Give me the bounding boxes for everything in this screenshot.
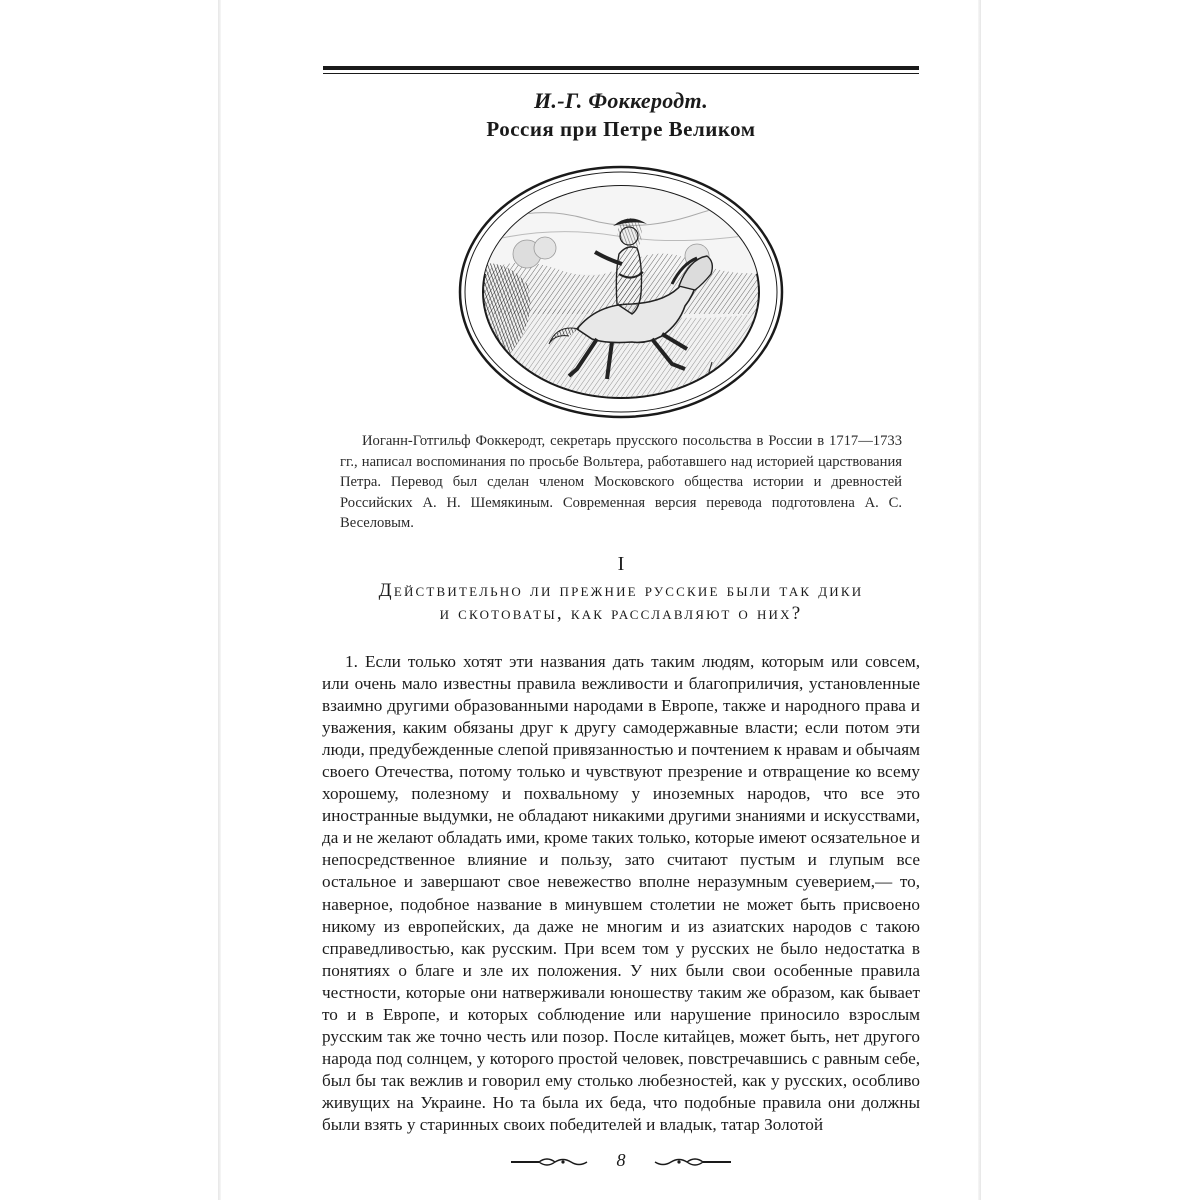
page-edge-right xyxy=(978,0,981,1200)
horseman-engraving xyxy=(457,164,785,420)
chapter-title-line-1: Действительно ли прежние русские были так дики xyxy=(378,580,864,601)
chapter-number: I xyxy=(617,553,625,575)
ornament-right-icon xyxy=(653,1154,733,1170)
body-text xyxy=(322,651,920,1136)
chapter-title xyxy=(323,579,919,625)
page-edge-left xyxy=(218,0,221,1200)
page-title: Россия при Петре Великом xyxy=(486,117,756,141)
top-rule xyxy=(323,66,919,74)
body-paragraph: 1. Если только хотят эти названия дать таким людям, которым или совсем, или очень мало известны правила вежливости и благоприличия, установленные взаимно другими образованными народами в Европе, также и народного права и уважения, каким обязаны друг к другу самодержавные власти; если потом эти люди, предубежденные слепой привязанностью и почтением к нравам и обычаям своего Отечества, потому только и чувствуют презрение и отвращение ко всему хорошему, полезному и похвальному у иноземных народов, что все это иностранные выдумки, не обладают никакими другими знаниями и искусствами, да и не желают обладать ими, кроме таких только, которые имеют осязательное и непосредственное влияние и пользу, зато считают пустым и глупым все остальное и завершают свое невежество вполне неразумным суеверием,— то, наверное, подобное название в минувшем столетии не может быть присвоено никому из европейских, да даже не многим и из азиатских народов с такою справедливостью, как русским. При всем том у русских не было недостатка в понятиях о благе и зле их положения. У них были свои особенные правила честности, которые они натверживали юношеству таким же образом, как бывает то и в Европе, и которых соблюдение или нарушение приносило взрослым русским так же точно честь или позор. После китайцев, может быть, нет другого народа под солнцем, у которого простой человек, повстречавшись с равным себе, был бы так вежлив и говорил ему столько любезностей, как у русских, особливо живущих на Украине. Но та была их беда, что подобные правила они должны были взять у старинных своих победителей и владык, татар Золотой xyxy=(322,652,920,1134)
chapter-title-line-2: и скотоваты, как расславляют о них? xyxy=(439,603,803,624)
author-heading: И.-Г. Фоккеродт. xyxy=(534,88,708,113)
intro-text: Иоганн-Готгильф Фоккеродт, секретарь прусского посольства в России в 1717—1733 гг., написал воспоминания по просьбе Вольтера, работавшего над историей царствования Петра. Перевод был сделан членом Московского общества истории и древностей Российских А. Н. Шемякиным. Современная версия перевода подготовлена А. С. Веселовым. xyxy=(340,433,902,532)
page-footer xyxy=(323,1148,919,1178)
intro-paragraph xyxy=(340,431,902,534)
page-number: 8 xyxy=(616,1150,626,1170)
